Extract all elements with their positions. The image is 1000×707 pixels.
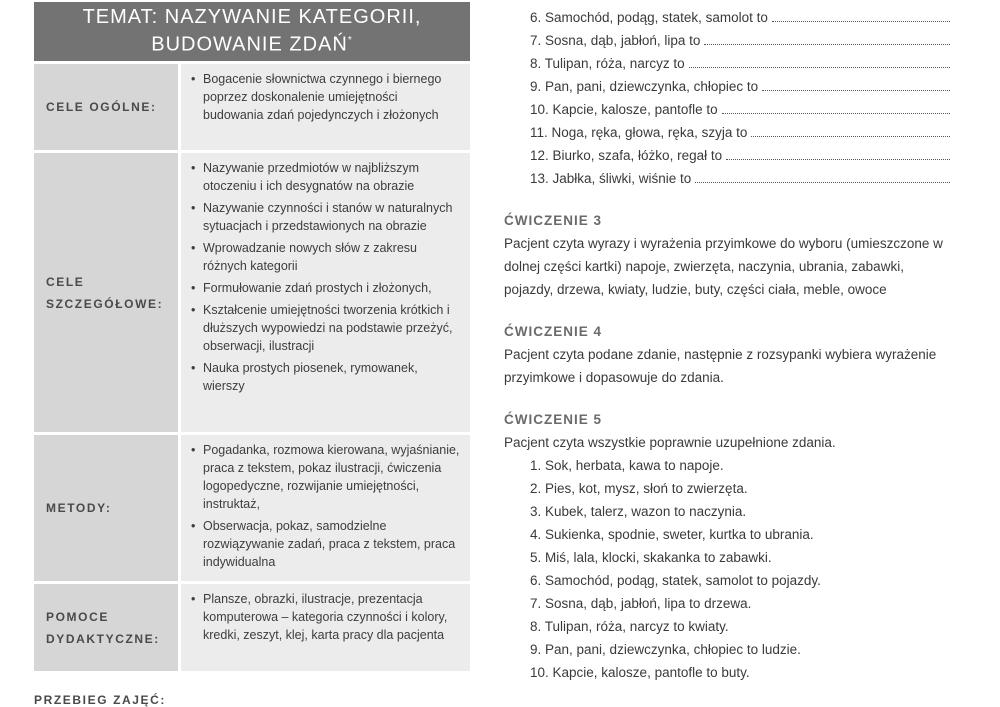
row-label: POMOCE DYDAKTYCZNE: xyxy=(34,584,178,671)
row-label: CELE OGÓLNE: xyxy=(34,64,178,150)
blank-line xyxy=(751,136,950,137)
list-item: • Obserwacja, pokaz, samodzielne rozwiązywanie zadań, praca z tekstem, praca indywidualna xyxy=(191,517,460,571)
list-item: • Wprowadzanie nowych słów z zakresu różnych kategorii xyxy=(191,239,460,275)
row-specific-goals xyxy=(34,150,470,432)
lesson-course-heading: PRZEBIEG ZAJĘĆ: xyxy=(34,693,167,707)
exercise-4-title: ĆWICZENIE 4 xyxy=(504,324,603,339)
topic-line-2: BUDOWANIE ZDAŃ xyxy=(151,33,348,56)
exercise-5-title: ĆWICZENIE 5 xyxy=(504,412,603,427)
fill-in-item xyxy=(530,52,950,75)
topic-line-2-wrap xyxy=(34,29,470,57)
blank-line xyxy=(762,90,950,91)
blank-line xyxy=(704,44,950,45)
fill-in-item xyxy=(530,29,950,52)
row-methods xyxy=(34,432,470,581)
sentence-text: 7. Sosna, dąb, jabłoń, lipa to xyxy=(530,33,701,48)
sentence-text: 6. Samochód, podąg, statek, samolot to xyxy=(530,10,768,25)
exercise-3-text: Pacjent czyta wyrazy i wyrażenia przyimkowe do wyboru (umieszczone w dolnej części kartki) napoje, zwierzęta, naczynia, ubrania, zabawki, pojazdy, drzewa, kwiaty, ludzie, buty, części ciała, meble, owoce xyxy=(504,236,943,297)
list-item: • Kształcenie umiejętności tworzenia krótkich i dłuższych wypowiedzi na podstawie przeżyć, obserwacji, ilustracji xyxy=(191,301,460,355)
row-content xyxy=(181,64,470,150)
answer-item: 7. Sosna, dąb, jabłoń, lipa to drzewa. xyxy=(530,596,752,611)
sentence-text: 11. Noga, ręka, głowa, ręka, szyja to xyxy=(530,125,748,140)
fill-in-item xyxy=(530,144,950,167)
blank-line xyxy=(689,67,950,68)
answer-item: 5. Miś, lala, klocki, skakanka to zabawki. xyxy=(530,550,772,565)
answer-item: 6. Samochód, podąg, statek, samolot to pojazdy. xyxy=(530,573,821,588)
exercise-2-list xyxy=(530,6,950,190)
fill-in-item xyxy=(530,167,950,190)
row-content xyxy=(181,435,470,581)
answer-item: 10. Kapcie, kalosze, pantofle to buty. xyxy=(530,665,750,680)
row-content xyxy=(181,153,470,432)
row-teaching-aids xyxy=(34,581,470,671)
blank-line xyxy=(726,159,950,160)
list-item: • Formułowanie zdań prostych i złożonych, xyxy=(191,279,460,297)
fill-in-item xyxy=(530,121,950,144)
list-item: • Nauka prostych piosenek, rymowanek, wierszy xyxy=(191,359,460,395)
fill-in-item xyxy=(530,6,950,29)
answer-item: 8. Tulipan, róża, narcyz to kwiaty. xyxy=(530,619,729,634)
row-content xyxy=(181,584,470,671)
blank-line xyxy=(772,21,950,22)
lesson-topic-header xyxy=(34,2,470,61)
answer-item: 2. Pies, kot, mysz, słoń to zwierzęta. xyxy=(530,481,748,496)
footnote-mark: * xyxy=(347,35,353,47)
answer-item: 9. Pan, pani, dziewczynka, chłopiec to ludzie. xyxy=(530,642,801,657)
list-item: • Bogacenie słownictwa czynnego i biernego poprzez doskonalenie umiejętności budowania zdań pojedynczych i złożonych xyxy=(191,70,460,124)
answer-item: 3. Kubek, talerz, wazon to naczynia. xyxy=(530,504,747,519)
answer-item: 4. Sukienka, spodnie, sweter, kurtka to ubrania. xyxy=(530,527,814,542)
answer-item: 1. Sok, herbata, kawa to napoje. xyxy=(530,458,724,473)
sentence-text: 8. Tulipan, róża, narcyz to xyxy=(530,56,685,71)
row-general-goals xyxy=(34,61,470,150)
list-item: • Pogadanka, rozmowa kierowana, wyjaśnianie, praca z tekstem, pokaz ilustracji, ćwiczenia logopedyczne, rozwijanie umiejętności, instruktaż, xyxy=(191,441,460,513)
list-item: • Plansze, obrazki, ilustracje, prezentacja komputerowa – kategoria czynności i kolory, kredki, zeszyt, klej, karta pracy dla pacjenta xyxy=(191,590,460,644)
topic-line-1: TEMAT: NAZYWANIE KATEGORII, xyxy=(82,6,422,29)
row-label: METODY: xyxy=(34,435,178,581)
lesson-plan-table xyxy=(34,2,470,671)
exercise-3-title: ĆWICZENIE 3 xyxy=(504,213,603,228)
sentence-text: 9. Pan, pani, dziewczynka, chłopiec to xyxy=(530,79,759,94)
list-item: • Nazywanie przedmiotów w najbliższym otoczeniu i ich desygnatów na obrazie xyxy=(191,159,460,195)
row-label: CELE SZCZEGÓŁOWE: xyxy=(34,153,178,432)
sentence-text: 12. Biurko, szafa, łóżko, regał to xyxy=(530,148,723,163)
exercise-5-list xyxy=(530,454,950,684)
exercises-column xyxy=(504,0,950,684)
exercise-5-text: Pacjent czyta wszystkie poprawnie uzupełnione zdania. xyxy=(504,435,836,450)
sentence-text: 10. Kapcie, kalosze, pantofle to xyxy=(530,102,718,117)
fill-in-item xyxy=(530,75,950,98)
exercise-4-text: Pacjent czyta podane zdanie, następnie z rozsypanki wybiera wyrażenie przyimkowe i dopasowuje do zdania. xyxy=(504,347,937,385)
fill-in-item xyxy=(530,98,950,121)
blank-line xyxy=(695,182,950,183)
sentence-text: 13. Jabłka, śliwki, wiśnie to xyxy=(530,171,692,186)
blank-line xyxy=(722,113,950,114)
list-item: • Nazywanie czynności i stanów w naturalnych sytuacjach i przedstawionych na obrazie xyxy=(191,199,460,235)
